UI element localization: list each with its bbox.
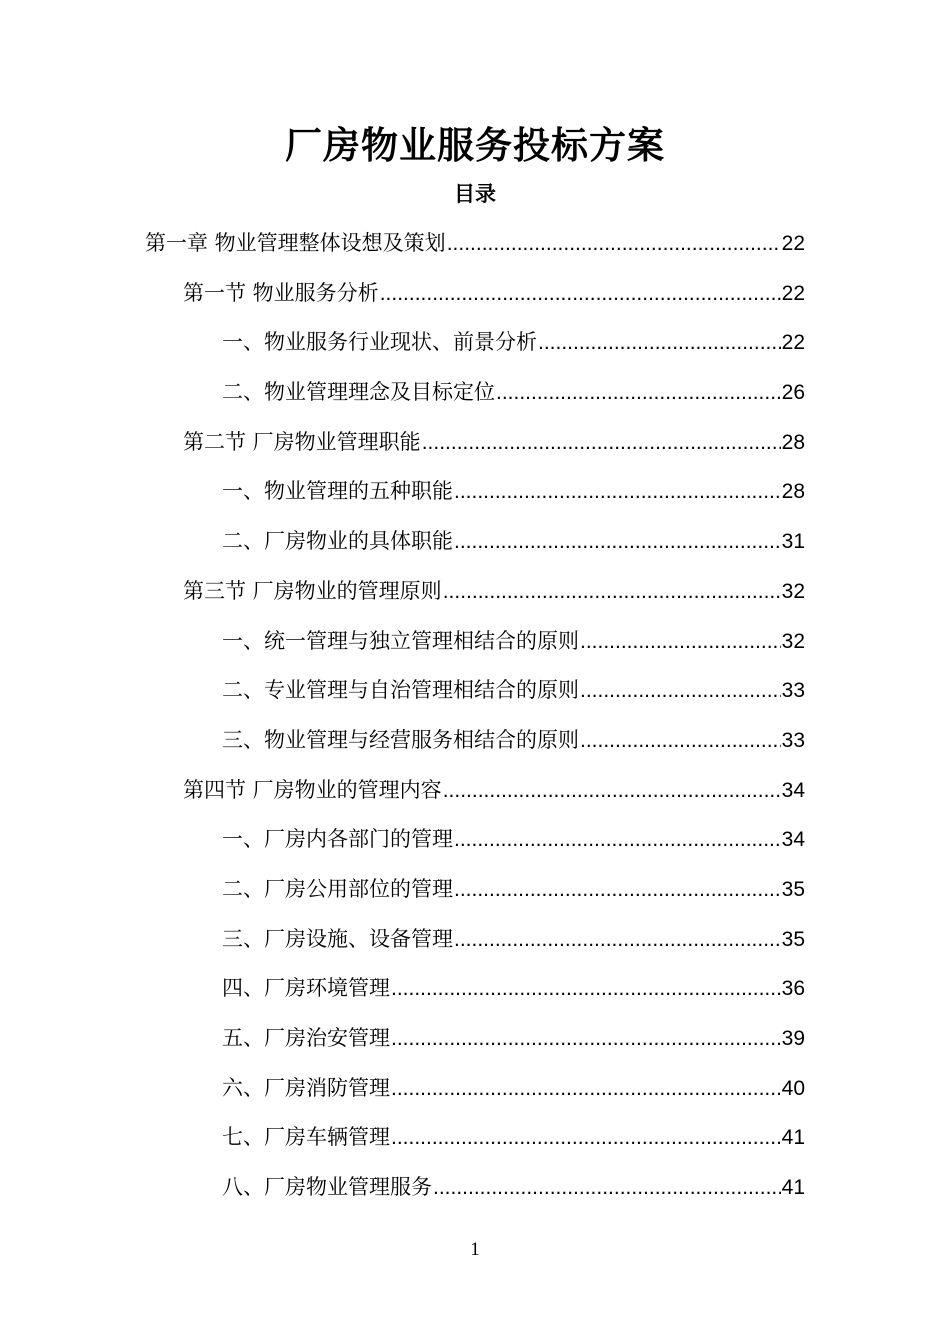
toc-dot-leader [433, 1170, 781, 1206]
toc-entry[interactable] [0, 573, 805, 623]
toc-entry-label: 五、厂房治安管理 [222, 1026, 390, 1050]
toc-entry[interactable] [0, 722, 805, 772]
toc-entry-label: 三、物业管理与经营服务相结合的原则 [222, 727, 579, 752]
toc-entry-page: 36 [781, 977, 805, 1001]
toc-entry[interactable] [0, 821, 805, 871]
toc-entry-label: 二、物业管理理念及目标定位 [222, 380, 495, 405]
toc-entry-label: 第三节 厂房物业的管理原则 [183, 578, 442, 603]
toc-entry-page: 33 [781, 679, 805, 703]
toc-entry-label: 二、厂房公用部位的管理 [222, 876, 453, 901]
toc-entry-label: 二、专业管理与自治管理相结合的原则 [222, 678, 579, 703]
toc-entry[interactable] [0, 424, 805, 474]
toc-entry-label: 三、厂房设施、设备管理 [222, 926, 453, 951]
toc-entry-label: 八、厂房物业管理服务 [222, 1175, 432, 1200]
toc-entry[interactable] [0, 374, 805, 424]
toc-entry-page: 41 [781, 1126, 805, 1150]
toc-entry-page: 31 [781, 530, 805, 554]
toc-entry-page: 28 [781, 430, 805, 454]
toc-entry-label: 第一节 物业服务分析 [183, 280, 379, 305]
toc-entry-page: 40 [781, 1076, 805, 1100]
toc-entry-page: 34 [781, 828, 805, 852]
toc-entry-label: 第四节 厂房物业的管理内容 [183, 777, 442, 802]
toc-entry-label: 六、厂房消防管理 [222, 1075, 390, 1100]
toc-entry-page: 33 [781, 728, 805, 752]
toc-dot-leader [580, 673, 781, 709]
toc-dot-leader [391, 1120, 781, 1156]
toc-dot-leader [496, 375, 781, 411]
toc-entry-page: 28 [781, 480, 805, 504]
toc-entry-label: 七、厂房车辆管理 [222, 1125, 390, 1150]
toc-dot-leader [454, 872, 781, 908]
table-of-contents [0, 225, 950, 1219]
toc-dot-leader [380, 276, 781, 312]
toc-entry[interactable] [0, 523, 805, 573]
toc-entry[interactable] [0, 1119, 805, 1169]
toc-dot-leader [454, 822, 781, 858]
toc-entry-label: 二、厂房物业的具体职能 [222, 529, 453, 554]
toc-entry[interactable] [0, 970, 805, 1020]
toc-entry-page: 32 [781, 629, 805, 653]
toc-entry-label: 一、物业服务行业现状、前景分析 [222, 330, 537, 355]
toc-entry[interactable] [0, 672, 805, 722]
toc-dot-leader [447, 226, 781, 262]
toc-entry[interactable] [0, 623, 805, 673]
toc-entry[interactable] [0, 871, 805, 921]
toc-dot-leader [580, 723, 781, 759]
toc-entry-label: 第二节 厂房物业管理职能 [183, 429, 421, 454]
toc-entry[interactable] [0, 1020, 805, 1070]
toc-dot-leader [391, 971, 781, 1007]
toc-dot-leader [580, 624, 781, 660]
toc-entry-page: 35 [781, 877, 805, 901]
toc-entry-page: 39 [781, 1027, 805, 1050]
toc-dot-leader [454, 474, 781, 510]
toc-heading: 目录 [454, 182, 496, 206]
toc-entry[interactable] [0, 225, 805, 275]
toc-entry[interactable] [0, 324, 805, 374]
toc-entry-page: 41 [781, 1176, 805, 1200]
toc-entry-page: 35 [781, 927, 805, 951]
toc-entry-label: 四、厂房环境管理 [222, 976, 390, 1001]
toc-dot-leader [538, 325, 781, 361]
toc-entry-label: 一、物业管理的五种职能 [222, 479, 453, 504]
toc-entry-page: 22 [781, 281, 805, 305]
toc-dot-leader [391, 1071, 781, 1107]
toc-dot-leader [443, 574, 781, 610]
toc-entry[interactable] [0, 772, 805, 822]
toc-entry-page: 22 [781, 232, 805, 255]
toc-entry-page: 32 [781, 579, 805, 603]
toc-entry[interactable] [0, 1169, 805, 1219]
toc-dot-leader [443, 773, 781, 809]
toc-entry[interactable] [0, 275, 805, 325]
toc-dot-leader [454, 524, 781, 560]
toc-entry[interactable] [0, 921, 805, 971]
toc-entry-label: 一、厂房内各部门的管理 [222, 827, 453, 852]
document-title: 厂房物业服务投标方案 [285, 124, 665, 167]
toc-entry-page: 34 [781, 778, 805, 802]
toc-entry-page: 26 [781, 381, 805, 405]
page-number: 1 [470, 1239, 480, 1260]
toc-entry[interactable] [0, 473, 805, 523]
toc-dot-leader [454, 922, 781, 958]
toc-dot-leader [422, 425, 781, 461]
toc-dot-leader [391, 1021, 781, 1057]
toc-entry-label: 一、统一管理与独立管理相结合的原则 [222, 628, 579, 653]
toc-entry[interactable] [0, 1070, 805, 1120]
toc-entry-label: 第一章 物业管理整体设想及策划 [145, 231, 446, 255]
toc-entry-page: 22 [781, 331, 805, 355]
